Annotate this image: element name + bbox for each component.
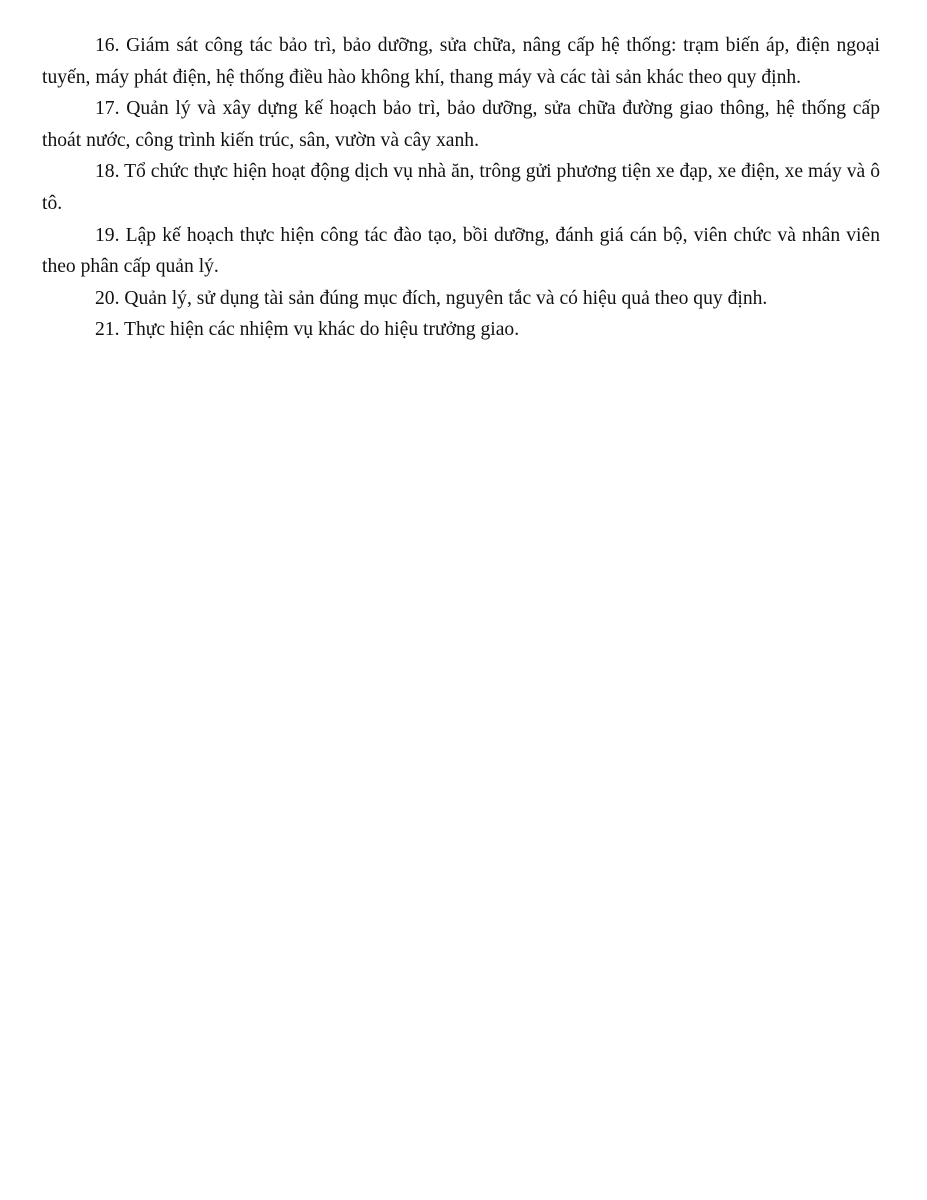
paragraph-item-18: 18. Tổ chức thực hiện hoạt động dịch vụ nhà ăn, trông gửi phương tiện xe đạp, xe điện, xe máy và ô tô. xyxy=(42,161,880,214)
paragraph-item-20: 20. Quản lý, sử dụng tài sản đúng mục đích, nguyên tắc và có hiệu quả theo quy định. xyxy=(95,287,768,309)
paragraph-item-19: 19. Lập kế hoạch thực hiện công tác đào tạo, bồi dưỡng, đánh giá cán bộ, viên chức và nhân viên theo phân cấp quản lý. xyxy=(42,224,880,278)
document-body xyxy=(42,30,880,346)
paragraph-item-21: 21. Thực hiện các nhiệm vụ khác do hiệu trưởng giao. xyxy=(95,319,520,341)
paragraph-item-17: 17. Quản lý và xây dựng kế hoạch bảo trì, bảo dưỡng, sửa chữa đường giao thông, hệ thống cấp thoát nước, công trình kiến trúc, sân, vườn và cây xanh. xyxy=(42,98,880,151)
paragraph-item-16: 16. Giám sát công tác bảo trì, bảo dưỡng, sửa chữa, nâng cấp hệ thống: trạm biến áp, điện ngoại tuyến, máy phát điện, hệ thống điều hào không khí, thang máy và các tài sản khác theo quy định. xyxy=(42,35,880,88)
